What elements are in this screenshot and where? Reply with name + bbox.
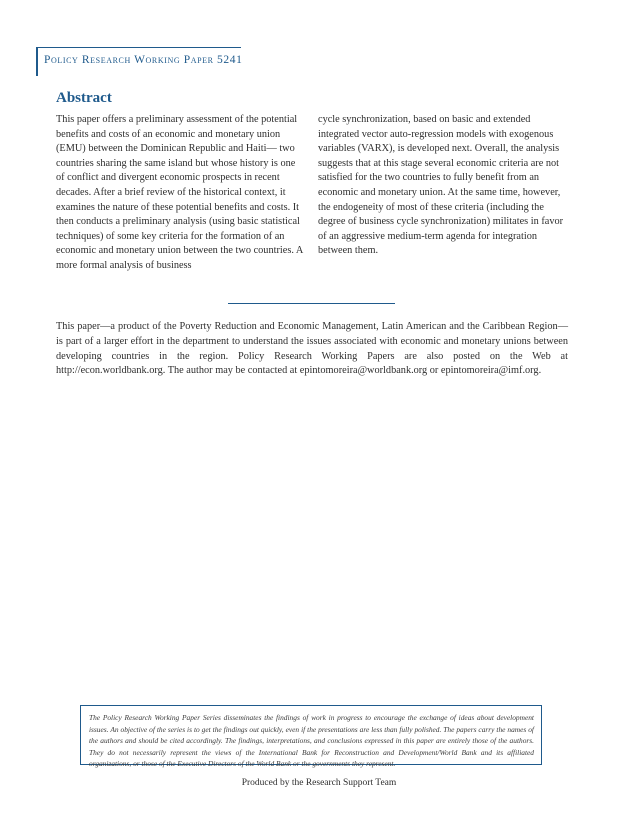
produced-by-footer: Produced by the Research Support Team bbox=[241, 778, 397, 788]
disclaimer-box: The Policy Research Working Paper Series disseminates the findings of work in progress to encourage the exchange of ideas about development issues. An objective of the series is to get the findings out quickly, even if the presentations are less than fully polished. The papers carry the names of the authors and should be cited accordingly. The findings, interpretations, and conclusions expressed in this paper are entirely those of the authors. They do not necessarily represent the views of the International Bank for Reconstruction and Development/World Bank and its affiliated organizations, or those of the Executive Directors of the World Bank or the governments they represent. bbox=[80, 705, 542, 765]
about-paragraph: This paper—a product of the Poverty Reduction and Economic Management, Latin American and the Caribbean Region—is part of a larger effort in the department to understand the issues associated with economic and monetary unions between developing countries in the region. Policy Research Working Papers are also posted on the Web at http://econ.worldbank.org. The author may be contacted at epintomoreira@worldbank.org or epintomoreira@imf.org. bbox=[56, 321, 568, 377]
series-header bbox=[36, 47, 241, 76]
abstract-heading: Abstract bbox=[56, 90, 112, 106]
abstract-right-column: cycle synchronization, based on basic and extended integrated vector auto-regression models with exogenous variables (VARX), is developed next. Overall, the analysis suggests that at this stage several economic criteria are not satisfied for the two countries to fully benefit from an economic and monetary union. At the same time, however, the endogeneity of most of these criteria (including the degree of business cycle synchronization) militates in favor of an aggressive medium-term agenda for integration between them. bbox=[318, 114, 564, 257]
series-title: Policy Research Working Paper 5241 bbox=[44, 54, 243, 66]
section-divider bbox=[228, 303, 395, 304]
abstract-left-column: This paper offers a preliminary assessment of the potential benefits and costs of an economic and monetary union (EMU) between the Dominican Republic and Haiti— two countries sharing the same island but whose history is one of conflict and divergent economic prospects in recent decades. After a brief review of the historical context, it examines the nature of these potential benefits and costs. It then conducts a preliminary analysis (using basic statistical techniques) of some key criteria for the formation of an economic and monetary union between the two countries. A more formal analysis of business bbox=[56, 114, 303, 271]
